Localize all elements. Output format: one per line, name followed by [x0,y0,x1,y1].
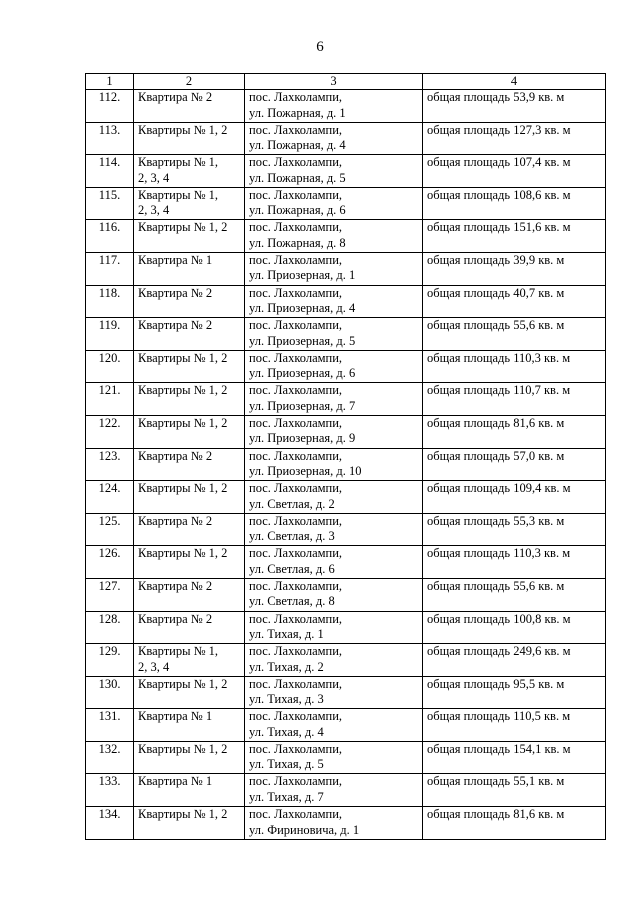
address-cell [245,90,423,123]
row-number: 129. [86,644,134,677]
row-number: 115. [86,187,134,220]
apartment-cell [134,90,245,123]
apartment-cell [134,318,245,351]
apartment-cell [134,774,245,807]
area-cell [423,546,606,579]
row-number: 118. [86,285,134,318]
address-text: ул. Приозерная, д. 6 [249,366,356,381]
address-text: ул. Пожарная, д. 8 [249,235,346,250]
table-row [86,481,606,514]
address-text: пос. Лахколампи, [249,318,343,333]
address-cell [245,546,423,579]
address-text: ул. Пожарная, д. 5 [249,170,346,185]
area-cell [423,252,606,285]
area-text: общая площадь 53,9 кв. м [427,90,565,104]
header-col-2: 2 [134,74,245,90]
address-text: ул. Тихая, д. 3 [249,692,324,707]
row-number: 124. [86,481,134,514]
apartment-text: Квартира № 2 [138,611,213,626]
apartment-text: Квартира № 2 [138,90,213,104]
address-text: ул. Светлая, д. 3 [249,529,335,544]
address-text: ул. Тихая, д. 2 [249,659,324,674]
apartment-text: Квартира № 2 [138,285,213,300]
address-text: пос. Лахколампи, [249,611,343,626]
apartment-text: Квартиры № 1, 2 [138,220,228,235]
apartment-text: Квартиры № 1, 2 [138,415,228,430]
apartment-cell [134,546,245,579]
area-text: общая площадь 81,6 кв. м [427,807,565,822]
apartment-text: Квартира № 1 [138,709,213,724]
address-text: пос. Лахколампи, [249,155,343,170]
property-table [85,73,606,840]
address-cell [245,122,423,155]
row-number: 131. [86,709,134,742]
table-row [86,383,606,416]
address-text: пос. Лахколампи, [249,578,343,593]
address-cell [245,155,423,188]
address-text: пос. Лахколампи, [249,644,343,659]
row-number: 112. [86,90,134,123]
table-row [86,415,606,448]
apartment-text: Квартира № 2 [138,513,213,528]
address-text: ул. Тихая, д. 1 [249,627,324,641]
apartment-text: Квартиры № 1, [138,644,219,659]
address-text: ул. Пожарная, д. 6 [249,203,346,218]
area-text: общая площадь 100,8 кв. м [427,611,571,626]
area-cell [423,807,606,840]
address-text: пос. Лахколампи, [249,741,343,756]
apartment-text: Квартиры № 1, 2 [138,350,228,365]
address-cell [245,187,423,220]
area-cell [423,774,606,807]
address-text: пос. Лахколампи, [249,90,343,104]
area-cell [423,122,606,155]
area-cell [423,383,606,416]
table-row [86,155,606,188]
address-text: пос. Лахколампи, [249,415,343,430]
address-text: ул. Тихая, д. 4 [249,724,324,739]
apartment-cell [134,122,245,155]
address-text: ул. Приозерная, д. 7 [249,398,356,413]
apartment-cell [134,383,245,416]
apartment-cell [134,807,245,840]
apartment-text: Квартира № 1 [138,252,213,267]
address-text: ул. Фириновича, д. 1 [249,822,360,837]
area-text: общая площадь 110,7 кв. м [427,383,571,398]
address-cell [245,611,423,644]
address-cell [245,415,423,448]
apartment-text: Квартиры № 1, [138,187,219,202]
area-text: общая площадь 109,4 кв. м [427,481,571,496]
row-number: 130. [86,676,134,709]
table-row [86,807,606,840]
area-text: общая площадь 107,4 кв. м [427,155,571,170]
address-text: пос. Лахколампи, [249,122,343,137]
row-number: 133. [86,774,134,807]
address-cell [245,448,423,481]
apartment-text: Квартиры № 1, 2 [138,546,228,561]
area-cell [423,611,606,644]
address-cell [245,513,423,546]
area-text: общая площадь 39,9 кв. м [427,252,565,267]
area-text: общая площадь 81,6 кв. м [427,415,565,430]
table-row [86,774,606,807]
row-number: 114. [86,155,134,188]
area-cell [423,220,606,253]
address-text: пос. Лахколампи, [249,546,343,561]
area-text: общая площадь 151,6 кв. м [427,220,571,235]
area-cell [423,481,606,514]
address-text: ул. Приозерная, д. 9 [249,431,356,446]
address-text: пос. Лахколампи, [249,709,343,724]
table-row [86,709,606,742]
row-number: 116. [86,220,134,253]
area-text: общая площадь 108,6 кв. м [427,187,571,202]
address-text: ул. Светлая, д. 2 [249,496,335,511]
table-row [86,318,606,351]
address-cell [245,285,423,318]
page-number: 6 [316,39,324,55]
apartment-text: Квартиры № 1, [138,155,219,170]
table-row [86,122,606,155]
header-col-3: 3 [245,74,423,90]
apartment-text: Квартиры № 1, 2 [138,481,228,496]
area-text: общая площадь 110,3 кв. м [427,546,571,561]
address-cell [245,318,423,351]
area-text: общая площадь 55,6 кв. м [427,318,565,333]
address-text: ул. Пожарная, д. 1 [249,105,346,120]
area-cell [423,513,606,546]
area-cell [423,415,606,448]
apartment-cell [134,415,245,448]
area-text: общая площадь 55,3 кв. м [427,513,565,528]
address-text: пос. Лахколампи, [249,220,343,235]
apartment-cell [134,448,245,481]
address-text: ул. Приозерная, д. 1 [249,268,356,283]
address-cell [245,220,423,253]
table-row [86,350,606,383]
apartment-cell [134,285,245,318]
area-cell [423,741,606,774]
area-cell [423,187,606,220]
address-cell [245,481,423,514]
apartment-cell [134,187,245,220]
area-cell [423,155,606,188]
area-text: общая площадь 110,3 кв. м [427,350,571,365]
area-text: общая площадь 95,5 кв. м [427,676,565,691]
row-number: 125. [86,513,134,546]
address-text: пос. Лахколампи, [249,285,343,300]
table-header [86,74,606,90]
table-row [86,676,606,709]
apartment-text: Квартира № 2 [138,578,213,593]
row-number: 127. [86,578,134,611]
table-row [86,252,606,285]
row-number: 121. [86,383,134,416]
address-text: ул. Приозерная, д. 5 [249,333,356,348]
apartment-text: Квартира № 2 [138,448,213,463]
row-number: 117. [86,252,134,285]
apartment-text: Квартиры № 1, 2 [138,741,228,756]
address-text: ул. Приозерная, д. 10 [249,464,362,479]
apartment-text: Квартиры № 1, 2 [138,676,228,691]
address-cell [245,644,423,677]
table-row [86,220,606,253]
area-cell [423,448,606,481]
table-row [86,513,606,546]
address-cell [245,774,423,807]
apartment-text: Квартира № 1 [138,774,213,789]
apartment-text: Квартиры № 1, 2 [138,807,228,822]
address-text: пос. Лахколампи, [249,383,343,398]
apartment-cell [134,513,245,546]
area-text: общая площадь 57,0 кв. м [427,448,565,463]
area-text: общая площадь 55,6 кв. м [427,578,565,593]
address-text: ул. Пожарная, д. 4 [249,138,346,153]
apartment-cell [134,741,245,774]
area-text: общая площадь 249,6 кв. м [427,644,571,659]
address-text: ул. Приозерная, д. 4 [249,301,356,316]
address-text: ул. Светлая, д. 8 [249,594,335,609]
address-text: пос. Лахколампи, [249,350,343,365]
address-text: ул. Тихая, д. 5 [249,757,324,772]
table-row [86,611,606,644]
area-text: общая площадь 154,1 кв. м [427,741,571,756]
address-text: пос. Лахколампи, [249,252,343,267]
address-cell [245,252,423,285]
area-cell [423,90,606,123]
table-row [86,448,606,481]
area-text: общая площадь 127,3 кв. м [427,122,571,137]
row-number: 123. [86,448,134,481]
apartment-cell [134,481,245,514]
apartment-cell [134,350,245,383]
apartment-cell [134,220,245,253]
address-text: ул. Тихая, д. 7 [249,789,324,804]
row-number: 119. [86,318,134,351]
apartment-text: Квартира № 2 [138,318,213,333]
address-text: пос. Лахколампи, [249,448,343,463]
address-cell [245,383,423,416]
address-text: пос. Лахколампи, [249,187,343,202]
address-text: ул. Светлая, д. 6 [249,561,335,576]
address-cell [245,807,423,840]
area-cell [423,676,606,709]
row-number: 122. [86,415,134,448]
row-number: 120. [86,350,134,383]
area-text: общая площадь 40,7 кв. м [427,285,565,300]
area-text: общая площадь 110,5 кв. м [427,709,571,724]
address-text: пос. Лахколампи, [249,807,343,822]
area-cell [423,578,606,611]
area-text: общая площадь 55,1 кв. м [427,774,565,789]
apartment-text: 2, 3, 4 [138,203,170,218]
apartment-cell [134,252,245,285]
header-col-1: 1 [86,74,134,90]
table-body [86,90,606,840]
table-row [86,90,606,123]
table-row [86,285,606,318]
apartment-cell [134,611,245,644]
row-number: 113. [86,122,134,155]
apartment-cell [134,676,245,709]
area-cell [423,644,606,677]
apartment-text: Квартиры № 1, 2 [138,122,228,137]
row-number: 126. [86,546,134,579]
address-cell [245,350,423,383]
apartment-text: Квартиры № 1, 2 [138,383,228,398]
table-row [86,546,606,579]
apartment-cell [134,578,245,611]
apartment-cell [134,709,245,742]
area-cell [423,350,606,383]
area-cell [423,709,606,742]
area-cell [423,285,606,318]
row-number: 132. [86,741,134,774]
address-text: пос. Лахколампи, [249,513,343,528]
row-number: 128. [86,611,134,644]
address-text: пос. Лахколампи, [249,481,343,496]
header-col-4: 4 [423,74,606,90]
area-cell [423,318,606,351]
table-row [86,187,606,220]
apartment-text: 2, 3, 4 [138,170,170,185]
address-cell [245,676,423,709]
address-cell [245,741,423,774]
row-number: 134. [86,807,134,840]
table-row [86,644,606,677]
apartment-text: 2, 3, 4 [138,659,170,674]
address-text: пос. Лахколампи, [249,774,343,789]
apartment-cell [134,155,245,188]
table-row [86,741,606,774]
table-row [86,578,606,611]
address-text: пос. Лахколампи, [249,676,343,691]
address-cell [245,578,423,611]
apartment-cell [134,644,245,677]
address-cell [245,709,423,742]
